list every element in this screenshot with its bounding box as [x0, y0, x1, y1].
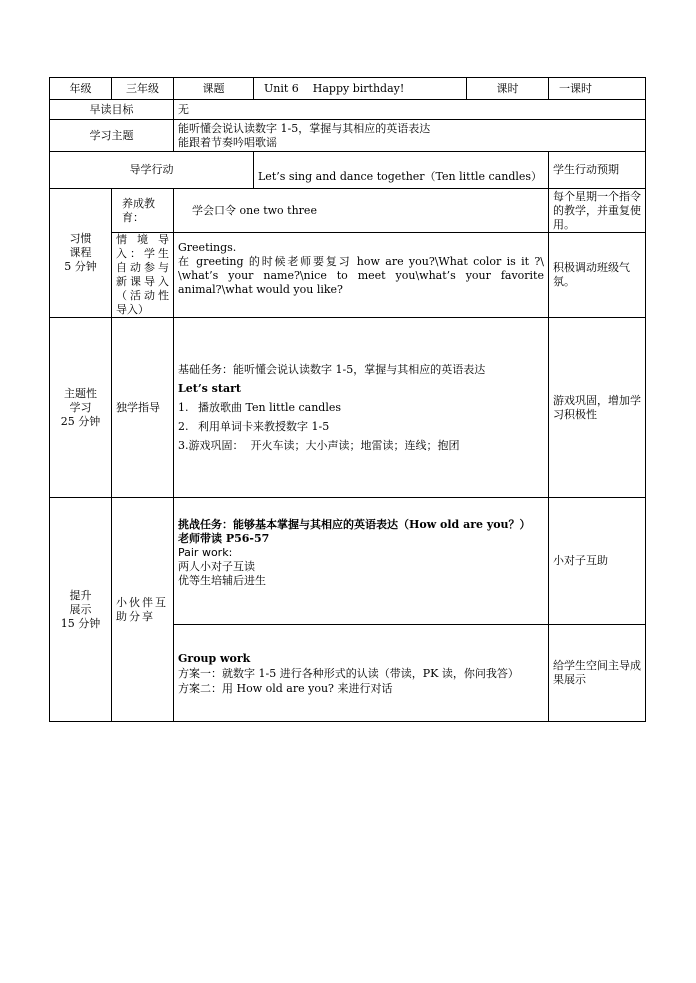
theme-study-expect: 游戏巩固，增加学习积极性: [549, 318, 646, 498]
theme-study-row: [50, 318, 646, 498]
habit-row-2: [50, 233, 646, 318]
step-1: 1. 播放歌曲 Ten little candles: [178, 401, 341, 414]
expect-header: 学生行动预期: [549, 152, 646, 189]
learning-theme-content: [174, 120, 646, 152]
habit-expect-1: 每个星期一个指令的教学，并重复使用。: [549, 189, 646, 233]
improve-content-1: [174, 498, 549, 625]
topic-value: Unit 6 Happy birthday!: [254, 78, 467, 100]
period-label: 课时: [467, 78, 549, 100]
teacher-read: 老师带读 P56-57: [178, 532, 270, 545]
guide-label: 导学行动: [50, 152, 254, 189]
learning-theme-line2: 能跟着节奏吟唱歌谣: [178, 135, 277, 149]
improve-expect-1: 小对子互助: [549, 498, 646, 625]
improve-expect-2: 给学生空间主导成果展示: [549, 625, 646, 722]
habit-row-1: [50, 189, 646, 233]
learning-theme-line1: 能听懂会说认读数字 1-5，掌握与其相应的英语表达: [178, 121, 431, 135]
reading-goal-row: [50, 100, 646, 120]
pair-item-1: 两人小对子互读: [178, 560, 255, 573]
habit-sub-2: 情境导入：学生自动参与新课导入（活动性导入）: [112, 233, 174, 318]
habit-label: 习惯 课程 5 分钟: [50, 189, 112, 318]
step-2: 2. 利用单词卡来教授数字 1-5: [178, 420, 330, 433]
habit-expect-2: 积极调动班级气氛。: [549, 233, 646, 318]
reading-goal-label: 早读目标: [50, 100, 174, 120]
theme-study-content: [174, 318, 549, 498]
group-work: Group work: [178, 651, 251, 665]
grade-value: 三年级: [112, 78, 174, 100]
lets-start: Let’s start: [178, 382, 241, 395]
lesson-plan-table: [49, 77, 646, 722]
improve-row-1: [50, 498, 646, 625]
improve-label: 提升 展示 15 分钟: [50, 498, 112, 722]
guide-row: [50, 152, 646, 189]
habit-content-2: Greetings. 在 greeting 的时候老师要复习 how are you?\What color is it ?\ \what’s your name?\nice to meet you\what’s your favorite animal?\what would you like?: [174, 233, 549, 318]
learning-theme-row: [50, 120, 646, 152]
guide-content: Let’s sing and dance together（Ten little candles）: [254, 152, 549, 189]
pair-work: Pair work:: [178, 546, 233, 559]
plan-1: 方案一：就数字 1-5 进行各种形式的认读（带读，PK 读，你问我答）: [178, 666, 519, 680]
theme-study-task: 基础任务：能听懂会说认读数字 1-5，掌握与其相应的英语表达: [178, 363, 486, 376]
learning-theme-label: 学习主题: [50, 120, 174, 152]
period-value: 一课时: [549, 78, 646, 100]
theme-study-label: 主题性 学习 25 分钟: [50, 318, 112, 498]
reading-goal-value: 无: [174, 100, 646, 120]
habit-sub-1: 养成教育：: [112, 189, 174, 233]
plan-2: 方案二：用 How old are you? 来进行对话: [178, 681, 393, 695]
header-row: [50, 78, 646, 100]
pair-item-2: 优等生培辅后进生: [178, 574, 266, 587]
topic-label: 课题: [174, 78, 254, 100]
improve-sub: 小伙伴互助分享: [112, 498, 174, 722]
challenge-task: 挑战任务：能够基本掌握与其相应的英语表达（How old are you？）: [178, 518, 531, 531]
grade-label: 年级: [50, 78, 112, 100]
habit-content-1: 学会口令 one two three: [174, 189, 549, 233]
improve-content-2: [174, 625, 549, 722]
step-3: 3.游戏巩固： 开火车读；大小声读；地雷读；连线；抱团: [178, 439, 460, 452]
theme-study-sub: 独学指导: [112, 318, 174, 498]
